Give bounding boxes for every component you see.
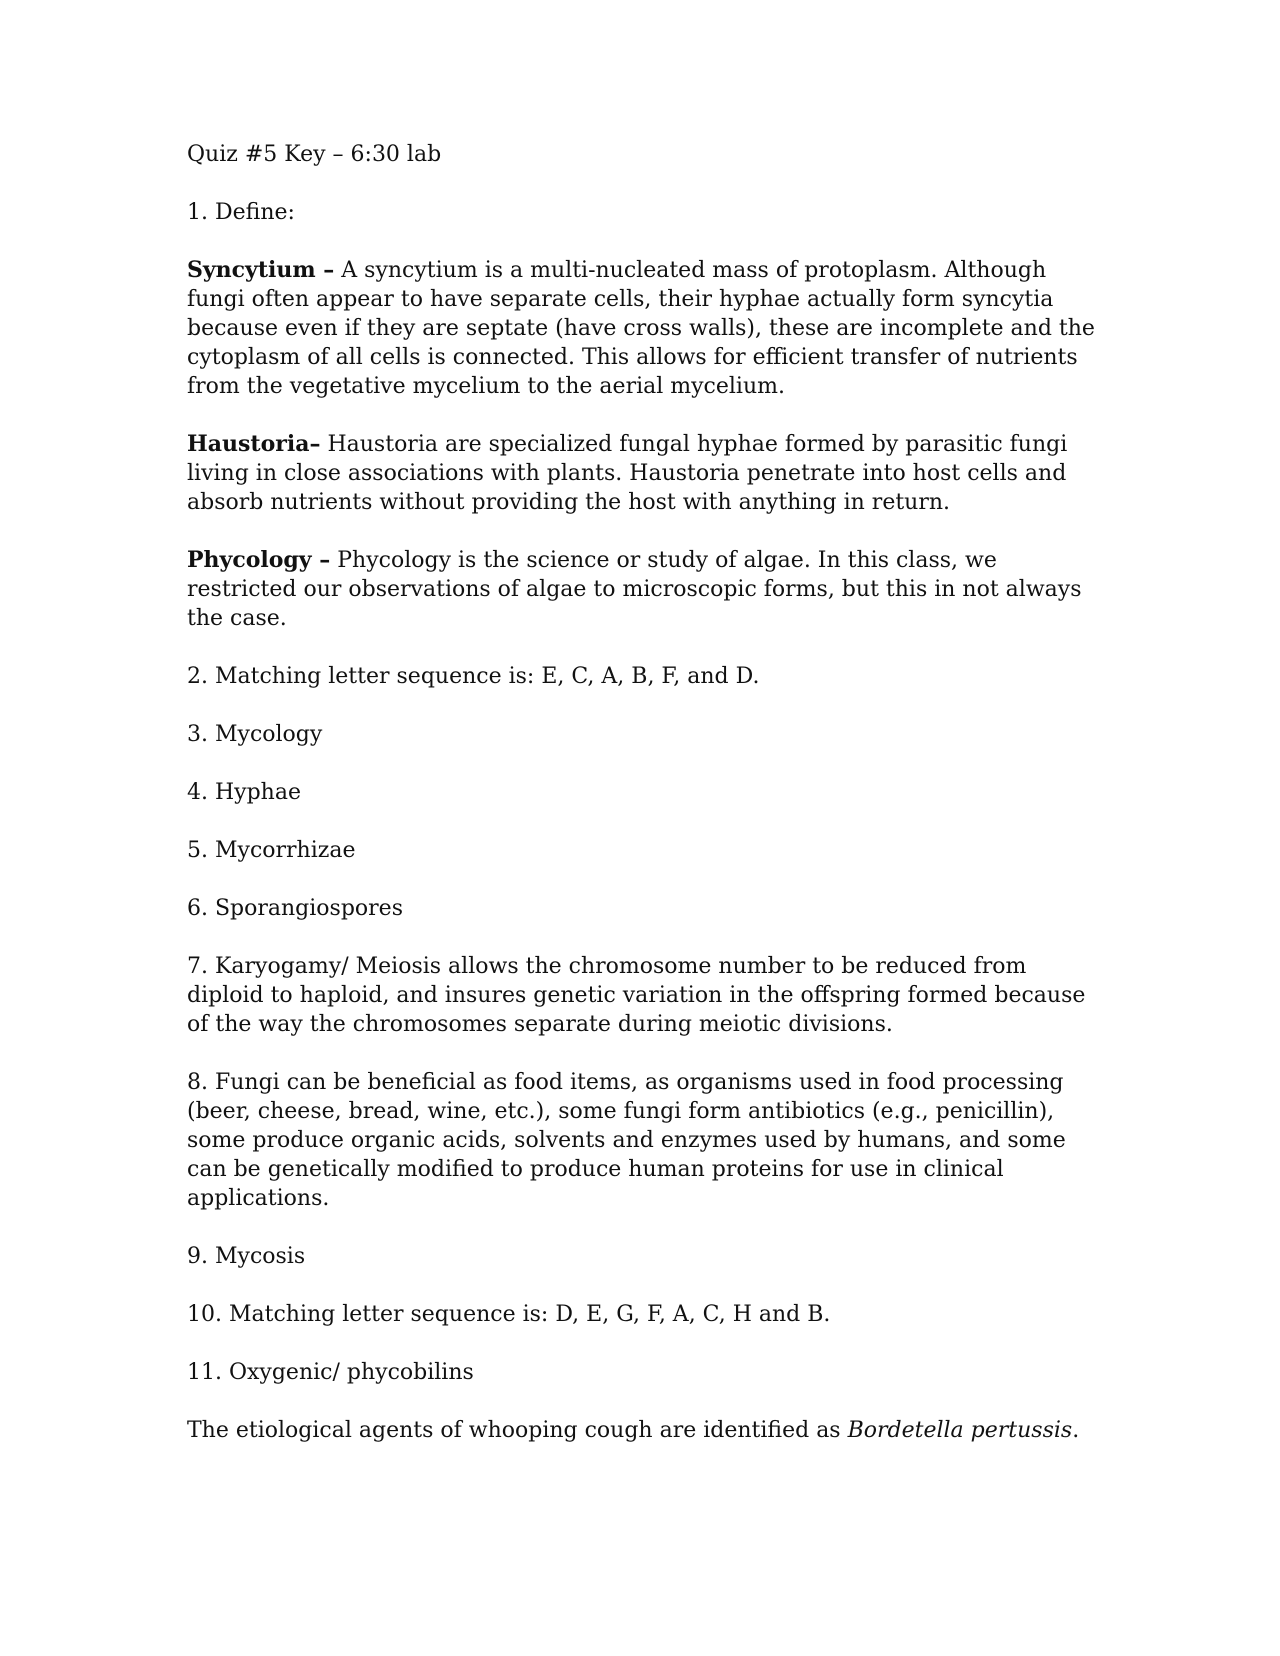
term-phycology: Phycology –: [187, 547, 331, 573]
answer-7: 7. Karyogamy/ Meiosis allows the chromosome number to be reduced from diploid to haploid, and insures genetic variation in the offspring formed because of the way the chromosomes separate during meiotic divisions.: [187, 954, 1086, 1037]
term-syncytium: Syncytium –: [187, 257, 335, 283]
bonus-answer: [187, 1416, 1099, 1445]
term-haustoria: Haustoria–: [187, 431, 321, 457]
answer-11: 11. Oxygenic/ phycobilins: [187, 1360, 474, 1385]
definition-haustoria-text: Haustoria are specialized fungal hyphae formed by parasitic fungi living in close associations with plants. Haustoria penetrate into host cells and absorb nutrients without providing the host with anything in return.: [187, 432, 1068, 515]
answer-5: 5. Mycorrhizae: [187, 838, 356, 863]
definition-syncytium: [187, 256, 1099, 401]
question-1-heading: 1. Define:: [187, 200, 295, 225]
bonus-end: .: [1072, 1418, 1080, 1443]
bonus-text: The etiological agents of whooping cough are identified as: [187, 1418, 848, 1443]
bonus-species: Bordetella pertussis: [847, 1418, 1073, 1443]
definition-phycology-text: Phycology is the science or study of algae. In this class, we restricted our observations of algae to microscopic forms, but this in not always the case.: [187, 548, 1082, 631]
answer-2: 2. Matching letter sequence is: E, C, A, B, F, and D.: [187, 664, 760, 689]
answer-3: 3. Mycology: [187, 722, 323, 747]
answer-8: 8. Fungi can be beneficial as food items, as organisms used in food processing (beer, cheese, bread, wine, etc.), some fungi form antibiotics (e.g., penicillin), some produce organic acids, solvents and enzymes used by humans, and some can be genetically modified to produce human proteins for use in clinical applications.: [187, 1070, 1066, 1211]
definition-syncytium-text: A syncytium is a multi-nucleated mass of protoplasm. Although fungi often appear to have separate cells, their hyphae actually form syncytia because even if they are septate (have cross walls), these are incomplete and the cytoplasm of all cells is connected. This allows for efficient transfer of nutrients from the vegetative mycelium to the aerial mycelium.: [187, 258, 1095, 399]
answer-9: 9. Mycosis: [187, 1244, 306, 1269]
document-page: [187, 140, 1099, 1474]
answer-6: 6. Sporangiospores: [187, 896, 403, 921]
answer-10: 10. Matching letter sequence is: D, E, G, F, A, C, H and B.: [187, 1302, 831, 1327]
answer-4: 4. Hyphae: [187, 780, 301, 805]
definition-phycology: [187, 546, 1099, 633]
quiz-title: Quiz #5 Key – 6:30 lab: [187, 142, 442, 167]
definition-haustoria: [187, 430, 1099, 517]
